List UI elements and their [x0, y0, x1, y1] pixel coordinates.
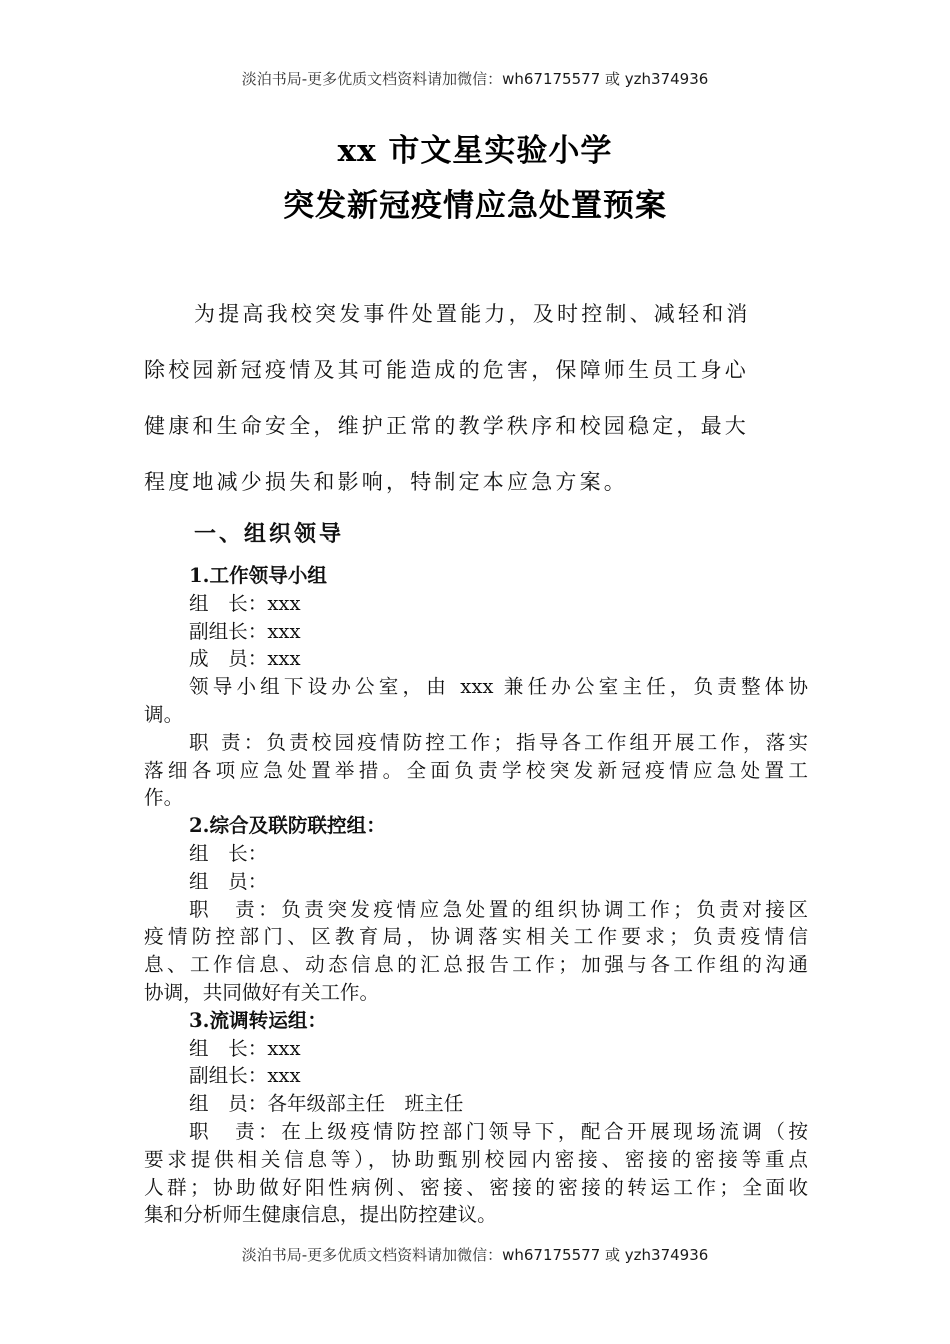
group2-leader: 组 长：: [189, 841, 268, 865]
group3-deputy: 副组长：xxx: [189, 1064, 301, 1088]
section-heading-organization: 一、组织领导: [194, 522, 345, 547]
group3-members: 组 员：各年级部主任 班主任: [189, 1092, 464, 1116]
intro-line: 除校园新冠疫情及其可能造成的危害，保障师生员工身心: [144, 358, 749, 382]
group1-duty-line: 落细各项应急处置举措。全面负责学校突发新冠疫情应急处置工: [144, 758, 808, 782]
group3-title: 3.流调转运组：: [189, 1008, 328, 1032]
group2-title: 2.综合及联防联控组：: [189, 814, 386, 838]
intro-line: 为提高我校突发事件处置能力，及时控制、减轻和消: [194, 302, 751, 326]
section-body: [144, 562, 808, 1229]
group1-office-line: 领导小组下设办公室，由 xxx 兼任办公室主任，负责整体协: [189, 675, 808, 699]
group2-duty-line: 职 责：负责突发疫情应急处置的组织协调工作；负责对接区: [189, 897, 808, 921]
group3-duty-line: 人群；协助做好阳性病例、密接、密接的密接的转运工作；全面收: [144, 1175, 808, 1199]
group2-duty-line: 息、工作信息、动态信息的汇总报告工作；加强与各工作组的沟通: [144, 953, 808, 977]
group3-duty-line: 集和分析师生健康信息，提出防控建议。: [144, 1203, 497, 1227]
group1-leader: 组 长：xxx: [189, 591, 301, 615]
group3-duty-line: 要求提供相关信息等），协助甄别校园内密接、密接的密接等重点: [144, 1147, 808, 1171]
group2-duty-line: 协调，共同做好有关工作。: [144, 980, 380, 1004]
group1-office-line: 调。: [144, 702, 184, 726]
page-header-watermark: [0, 68, 950, 89]
group1-duty-line: 作。: [144, 786, 184, 810]
group1-members: 成 员：xxx: [189, 647, 301, 671]
header-text: 淡泊书局-更多优质文档资料请加微信：: [241, 70, 503, 88]
group1-deputy: 副组长：xxx: [189, 619, 301, 643]
footer-contact: wh67175577 或 yzh374936: [502, 1246, 709, 1264]
group2-duty-line: 疫情防控部门、区教育局，协调落实相关工作要求；负责疫情信: [144, 925, 808, 949]
intro-line: 程度地减少损失和影响，特制定本应急方案。: [144, 470, 628, 494]
intro-line: 健康和生命安全，维护正常的教学秩序和校园稳定，最大: [144, 414, 749, 438]
page-footer-watermark: [0, 1244, 950, 1265]
group1-title: 1.工作领导小组: [189, 564, 328, 587]
group3-duty-line: 职 责：在上级疫情防控部门领导下，配合开展现场流调（按: [189, 1119, 808, 1143]
document-title-plan: 突发新冠疫情应急处置预案: [283, 188, 667, 224]
header-contact: wh67175577 或 yzh374936: [502, 70, 709, 88]
group2-members: 组 员：: [189, 869, 268, 893]
footer-text: 淡泊书局-更多优质文档资料请加微信：: [241, 1246, 503, 1264]
group3-leader: 组 长：xxx: [189, 1036, 301, 1060]
intro-paragraph: [144, 286, 804, 510]
document-title-school: xx 市文星实验小学: [337, 133, 613, 169]
group1-duty-line: 职 责：负责校园疫情防控工作；指导各工作组开展工作，落实: [189, 730, 808, 754]
